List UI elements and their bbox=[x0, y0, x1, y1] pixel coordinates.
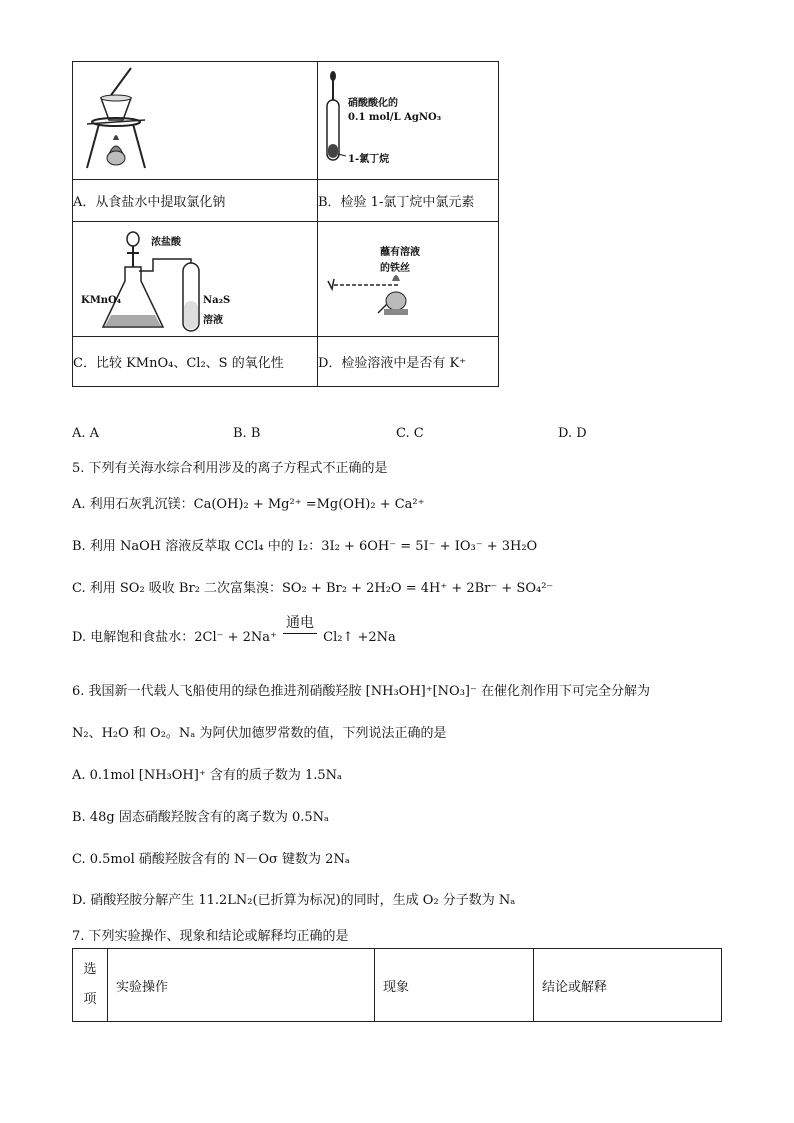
header-option bbox=[73, 949, 108, 1022]
question-5-option-d bbox=[72, 612, 396, 648]
option-a: A. A bbox=[72, 426, 100, 441]
caption-b: B．检验 1-氯丁烷中氯元素 bbox=[318, 180, 499, 222]
apparatus-table bbox=[72, 61, 499, 387]
question-6-option-a: A. 0.1mol [NH₃OH]⁺ 含有的质子数为 1.5Nₐ bbox=[72, 768, 343, 783]
option-b: B. B bbox=[233, 426, 261, 441]
flame-test-figure bbox=[318, 223, 498, 336]
label-agno3: 0.1 mol/L AgNO₃ bbox=[348, 112, 442, 123]
question-6-stem-line1: 6. 我国新一代载人飞船使用的绿色推进剂硝酸羟胺 [NH₃OH]⁺[NO₃]⁻ 在催化剂作用下可完全分解为 bbox=[72, 684, 650, 699]
question-5-stem: 5. 下列有关海水综合利用涉及的离子方程式不正确的是 bbox=[72, 461, 388, 476]
header-option-text: 选项 bbox=[83, 962, 97, 1007]
question-5-option-c: C. 利用 SO₂ 吸收 Br₂ 二次富集溴：SO₂ + Br₂ + 2H₂O = 4H⁺ + 2Br⁻ + SO₄²⁻ bbox=[72, 581, 554, 596]
option-d-right: Cl₂↑ +2Na bbox=[323, 630, 396, 645]
caption-c: C．比较 KMnO₄、Cl₂、S 的氧化性 bbox=[73, 337, 318, 387]
label-acidified: 硝酸酸化的 bbox=[348, 98, 398, 109]
label-conc-hcl: 浓盐酸 bbox=[151, 236, 181, 248]
label-na2s: Na₂S bbox=[203, 294, 231, 306]
option-c: C. C bbox=[396, 426, 424, 441]
header-phenomenon: 现象 bbox=[375, 949, 534, 1022]
figure-b-cell bbox=[318, 62, 499, 180]
header-operation: 实验操作 bbox=[108, 949, 375, 1022]
caption-a: A．从食盐水中提取氯化钠 bbox=[73, 180, 318, 222]
question-6-option-d: D. 硝酸羟胺分解产生 11.2LN₂(已折算为标况)的同时，生成 O₂ 分子数为 Nₐ bbox=[72, 893, 516, 908]
question-6-option-b: B. 48g 固态硝酸羟胺含有的离子数为 0.5Nₐ bbox=[72, 810, 330, 825]
option-d: D. D bbox=[558, 426, 587, 441]
figure-d-cell bbox=[318, 222, 499, 337]
header-conclusion: 结论或解释 bbox=[534, 949, 722, 1022]
figure-c-cell bbox=[73, 222, 318, 337]
evaporation-apparatus-figure bbox=[73, 62, 317, 175]
question-7-table bbox=[72, 948, 722, 1022]
figure-a-cell bbox=[73, 62, 318, 180]
reaction-arrow bbox=[283, 612, 317, 634]
option-d-left: D. 电解饱和食盐水：2Cl⁻ + 2Na⁺ bbox=[72, 630, 277, 645]
label-iron-wire: 的铁丝 bbox=[380, 262, 410, 274]
question-5-option-b: B. 利用 NaOH 溶液反萃取 CCl₄ 中的 I₂：3I₂ + 6OH⁻ = 5I⁻ + IO₃⁻ + 3H₂O bbox=[72, 539, 538, 554]
reaction-condition: 通电 bbox=[286, 615, 315, 631]
flask-apparatus-figure bbox=[73, 223, 317, 336]
question-5-option-a: A. 利用石灰乳沉镁：Ca(OH)₂ + Mg²⁺ =Mg(OH)₂ + Ca²⁺ bbox=[72, 497, 425, 512]
label-chlorobutane: 1-氯丁烷 bbox=[348, 154, 390, 165]
question-6-stem-line2: N₂、H₂O 和 O₂。Nₐ 为阿伏加德罗常数的值，下列说法正确的是 bbox=[72, 726, 447, 741]
label-dipped: 蘸有溶液 bbox=[380, 246, 420, 258]
caption-d: D．检验溶液中是否有 K⁺ bbox=[318, 337, 499, 387]
question-6-option-c: C. 0.5mol 硝酸羟胺含有的 N－Oσ 键数为 2Nₐ bbox=[72, 852, 350, 867]
label-solution: 溶液 bbox=[203, 314, 223, 326]
reaction-bar bbox=[283, 633, 317, 634]
label-kmno4: KMnO₄ bbox=[81, 294, 122, 306]
question-7-stem: 7. 下列实验操作、现象和结论或解释均正确的是 bbox=[72, 929, 349, 944]
